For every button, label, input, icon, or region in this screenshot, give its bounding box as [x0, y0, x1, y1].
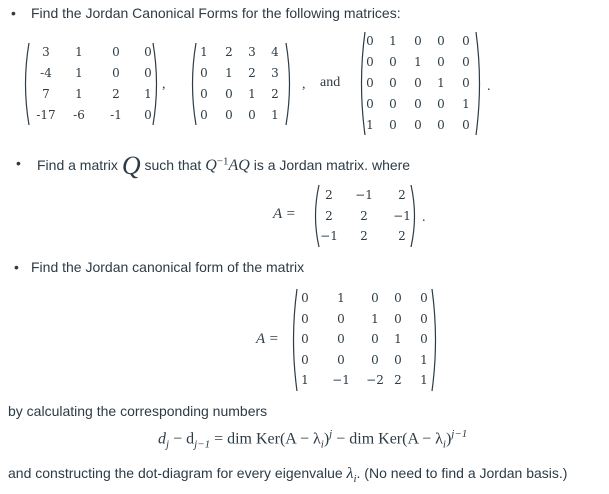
matrix-cell: 2	[271, 87, 279, 101]
formula-d: d	[158, 430, 166, 448]
matrix-cell: 0	[200, 108, 208, 122]
matrix-cell: 1	[144, 87, 152, 101]
formula	[158, 428, 467, 451]
left-paren	[358, 31, 366, 136]
expr-Q: Q	[205, 157, 217, 174]
formula-sub-i: i	[320, 438, 324, 451]
matrix-cell: 0	[337, 332, 345, 346]
problem1-matrices	[0, 0, 609, 160]
matrix-cell: 1	[414, 55, 422, 69]
matrix-cell: 1	[420, 373, 428, 387]
right-paren	[410, 184, 418, 248]
matrix-cell: 0	[414, 118, 422, 132]
problem1-intro: Find the Jordan Canonical Forms for the following matrices:	[31, 5, 401, 21]
matrix-cell: 3	[42, 45, 50, 59]
matrix-cell: -17	[36, 108, 56, 122]
problem2-text	[37, 151, 410, 181]
matrix-cell: 0	[414, 97, 422, 111]
matrix-cell: 1	[301, 373, 309, 387]
matrix-cell: 0	[420, 291, 428, 305]
left-paren	[312, 184, 320, 248]
matrix-cell: 1	[200, 45, 208, 59]
formula-sub-i2: i	[442, 438, 446, 451]
matrix-cell: 0	[225, 108, 233, 122]
matrix-cell: 0	[301, 311, 309, 326]
formula-sub-j: j	[166, 438, 170, 451]
problem2-text-after: is a Jordan matrix. where	[253, 157, 411, 173]
comma-1: ,	[162, 77, 166, 92]
closing-before: and constructing the dot-diagram for every eigenvalue	[8, 465, 343, 481]
matrix-cell: 1	[75, 45, 83, 59]
left-paren	[290, 288, 298, 392]
bullet-1: •	[11, 5, 16, 21]
period-2: .	[422, 210, 426, 225]
and-word: and	[320, 75, 341, 90]
matrix-cell: 0	[248, 108, 256, 122]
matrix-cell: 1	[420, 352, 428, 367]
problem3-by-text: by calculating the corresponding numbers	[8, 403, 268, 419]
formula-sub-j1: j−1	[194, 438, 211, 451]
problem3-intro: Find the Jordan canonical form of the matrix	[31, 259, 305, 275]
period-1: .	[487, 79, 491, 94]
matrix-cell: 0	[337, 352, 345, 367]
matrix-cell: 0	[200, 87, 208, 101]
formula-sup-j: j	[329, 428, 333, 440]
matrix-cell: 0	[420, 311, 428, 326]
matrix-cell: 7	[42, 87, 50, 101]
formula-mid: − dim Ker(A − λ	[332, 430, 443, 448]
expr-AQ: AQ	[228, 157, 250, 174]
matrix-cell: 1	[371, 311, 379, 326]
lambda-symbol: λ	[346, 465, 354, 482]
matrix-cell: −1	[393, 208, 411, 223]
symbol-Q: Q	[121, 151, 141, 180]
formula-minus: − d	[169, 430, 195, 448]
matrix-cell: 2	[398, 188, 406, 202]
right-paren	[152, 42, 160, 126]
matrix-cell: 0	[371, 291, 379, 305]
matrix-cell: 0	[420, 332, 428, 346]
right-paren	[431, 288, 439, 392]
matrix-cell: 4	[271, 45, 279, 59]
matrix-cell: 0	[225, 87, 233, 101]
matrix-cell: 0	[144, 45, 152, 59]
matrix-cell: 2	[325, 188, 333, 202]
matrix-cell: -6	[73, 108, 85, 122]
matrix-cell: −1	[320, 229, 338, 243]
matrix-cell: 2	[112, 87, 120, 101]
matrix-cell: 0	[394, 352, 402, 367]
matrix-cell: 0	[366, 55, 374, 69]
closing-after: . (No need to find a Jordan basis.)	[356, 465, 568, 481]
matrix-cell: 0	[112, 66, 120, 80]
matrix-cell: 0	[462, 76, 470, 90]
matrix-cell: 0	[301, 352, 309, 367]
matrix-cell: 0	[394, 311, 402, 326]
problem2-text-mid: such that	[144, 157, 202, 173]
matrix-cell: 0	[366, 76, 374, 90]
matrix-cell: 1	[248, 87, 256, 101]
matrix-cell: 1	[271, 108, 279, 122]
matrix-cell: 2	[248, 66, 256, 80]
matrix-cell: 2	[225, 45, 233, 59]
matrix-cell: 1	[394, 332, 402, 346]
matrix-cell: 1	[337, 291, 345, 305]
matrix-cell: 0	[144, 108, 152, 122]
formula-close2: )	[445, 430, 452, 448]
matrix-cell: 0	[414, 76, 422, 90]
problem3-A-label: A =	[256, 331, 279, 347]
matrix-cell: 2	[360, 229, 368, 243]
matrix-cell: 0	[389, 118, 397, 132]
formula-sup-j1: j−1	[451, 428, 468, 440]
matrix-cell: 0	[462, 118, 470, 132]
matrix-cell: -4	[40, 66, 52, 80]
matrix-cell: 0	[371, 352, 379, 367]
matrix-cell: 3	[248, 45, 256, 59]
matrix-cell: 0	[389, 97, 397, 111]
matrix-cell: 2	[360, 208, 368, 223]
matrix-cell: 0	[301, 291, 309, 305]
matrix-cell: 0	[414, 34, 422, 48]
matrix-cell: 1	[437, 76, 445, 90]
matrix-cell: 0	[437, 97, 445, 111]
formula-close1: )	[323, 430, 330, 448]
right-paren	[475, 31, 483, 136]
matrix-cell: 0	[462, 34, 470, 48]
left-paren	[189, 42, 197, 126]
matrix-cell: 0	[437, 118, 445, 132]
matrix-cell: 0	[437, 55, 445, 69]
matrix-cell: 0	[371, 332, 379, 346]
formula-eq: = dim Ker(A − λ	[210, 430, 321, 448]
comma-2: ,	[302, 77, 306, 92]
problem2-text-before: Find a matrix	[37, 157, 118, 173]
matrix-cell: 3	[271, 66, 279, 80]
bullet-2: •	[16, 155, 21, 171]
matrix-cell: 0	[389, 76, 397, 90]
matrix-cell: −1	[355, 188, 373, 202]
matrix-cell: 0	[144, 66, 152, 80]
matrix-cell: -1	[110, 108, 122, 122]
matrix-cell: 1	[366, 118, 374, 132]
matrix-cell: 0	[112, 45, 120, 59]
matrix-cell: 0	[301, 332, 309, 346]
matrix-cell: 0	[200, 66, 208, 80]
right-paren	[285, 42, 293, 126]
matrix-cell: 0	[394, 291, 402, 305]
matrix-cell: 0	[389, 55, 397, 69]
left-paren	[22, 42, 30, 126]
lambda-sub: i	[353, 472, 357, 485]
matrix-cell: 2	[394, 373, 402, 387]
expr-inverse-sup: −1	[216, 155, 229, 168]
matrix-cell: 0	[366, 97, 374, 111]
matrix-cell: 0	[437, 34, 445, 48]
matrix-cell: −2	[366, 373, 384, 387]
matrix-cell: 2	[325, 208, 333, 223]
matrix-cell: 2	[398, 229, 406, 243]
problem3-closing	[8, 465, 567, 485]
matrix-cell: 1	[389, 34, 397, 48]
matrix-cell: 1	[462, 97, 470, 111]
matrix-cell: 0	[462, 55, 470, 69]
matrix-cell: 1	[75, 87, 83, 101]
matrix-cell: 1	[75, 66, 83, 80]
bullet-3: •	[14, 259, 19, 275]
matrix-cell: −1	[332, 373, 350, 387]
problem2-A-label: A =	[273, 206, 296, 222]
matrix-cell: 0	[337, 311, 345, 326]
matrix-cell: 1	[225, 66, 233, 80]
matrix-cell: 0	[366, 34, 374, 48]
